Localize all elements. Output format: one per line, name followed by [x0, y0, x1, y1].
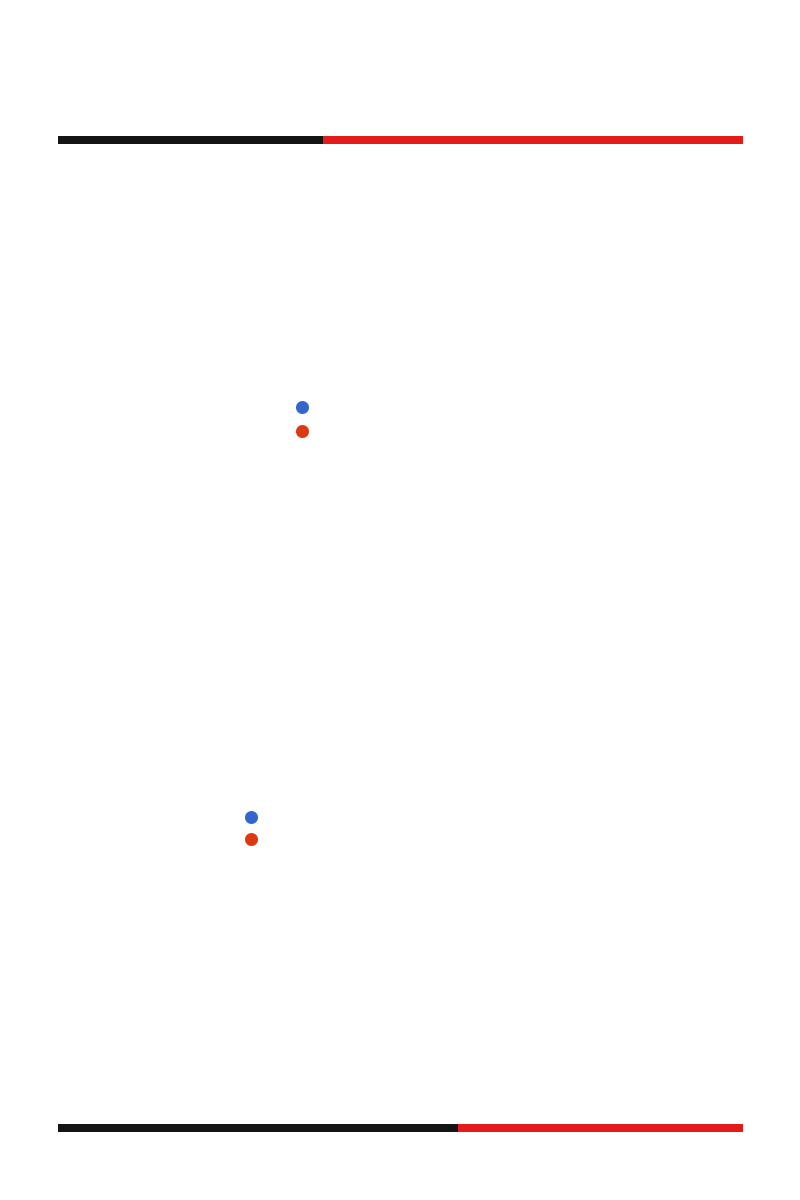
top-divider	[58, 136, 743, 144]
legend-dot-red	[296, 425, 309, 438]
legend-dot-blue	[296, 401, 309, 414]
legend-dot-red	[245, 833, 258, 846]
legend-item-iya-ada	[296, 395, 319, 419]
legend-item-minder	[245, 830, 515, 846]
pie-chart-regret	[52, 309, 270, 527]
legend-dot-blue	[245, 811, 258, 824]
pie-chart-reasons	[493, 560, 741, 808]
bottom-divider	[58, 1124, 743, 1132]
legend-item-tidak	[296, 419, 319, 443]
pie-chart-reasons-legend	[245, 808, 515, 852]
legend-item-parents	[245, 808, 515, 824]
pie-chart-regret-legend	[296, 395, 319, 443]
